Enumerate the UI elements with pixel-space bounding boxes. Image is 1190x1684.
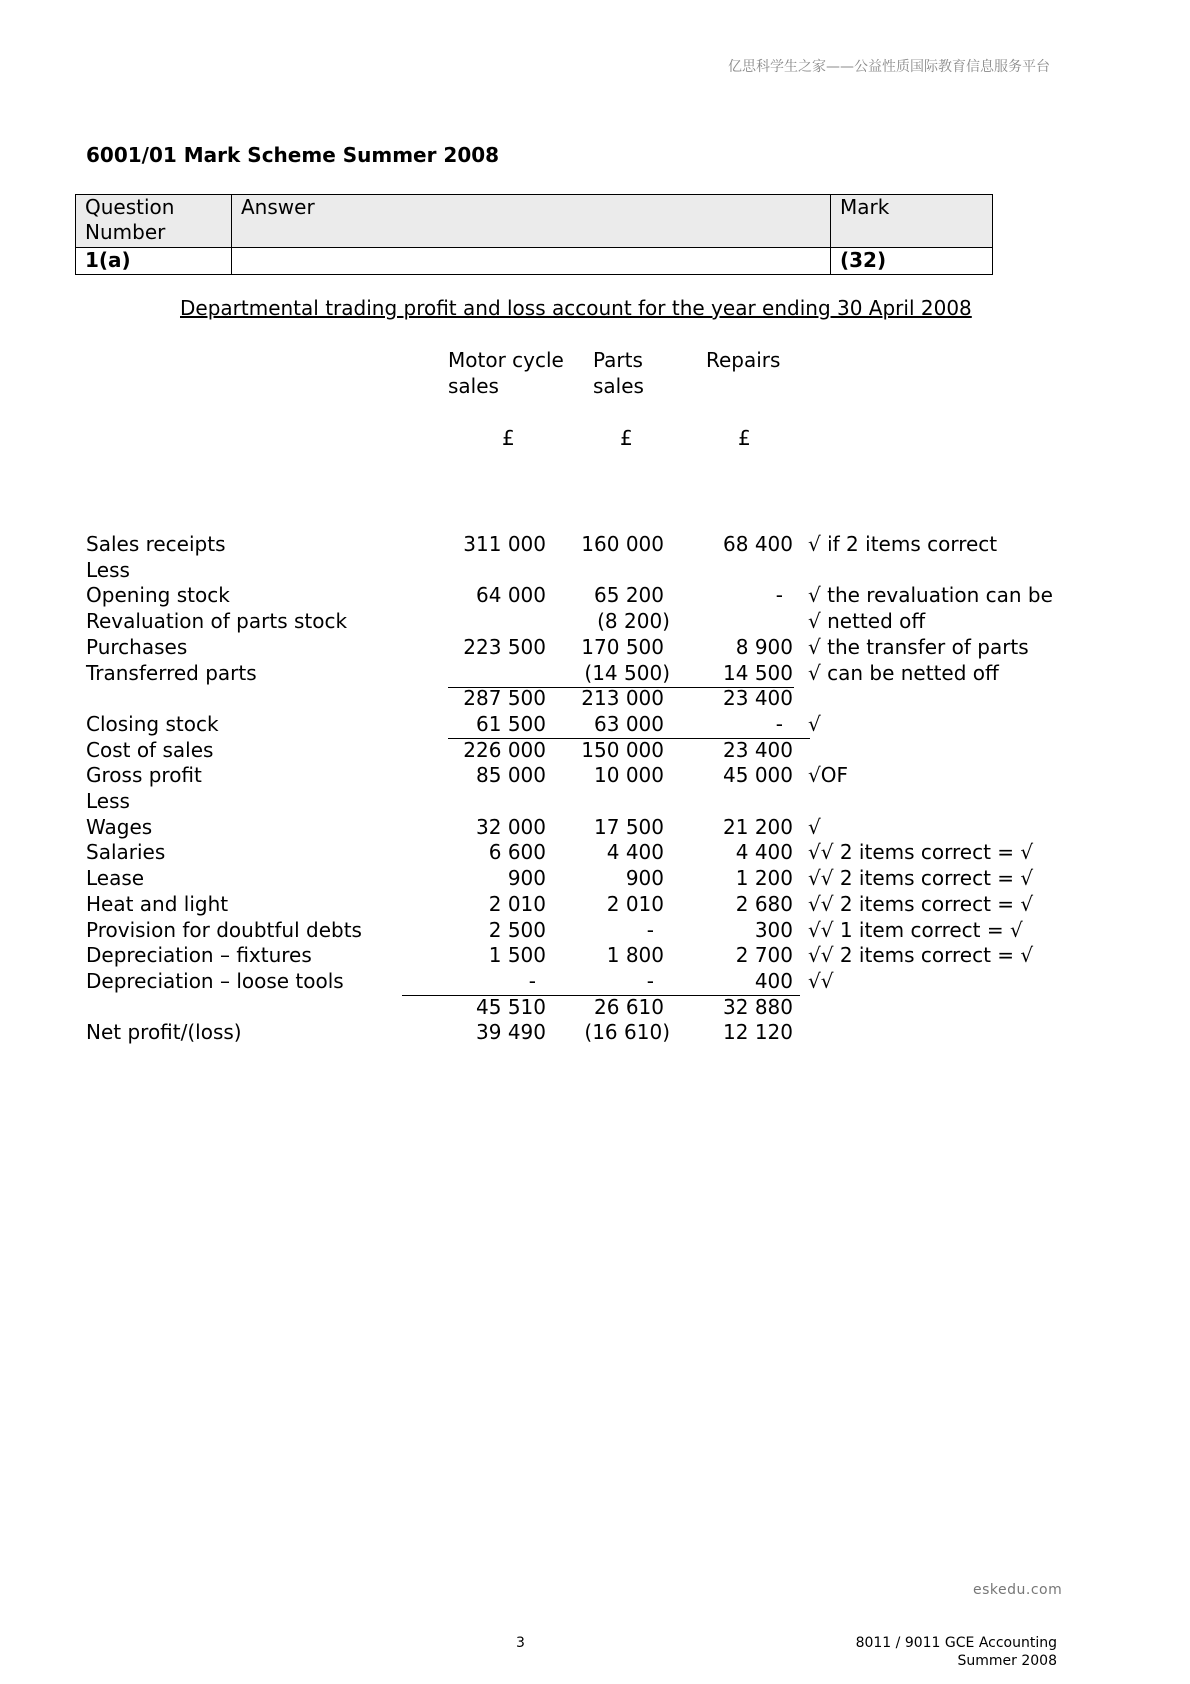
value-repairs: 1 200 (735, 866, 793, 891)
row-label: Heat and light (86, 891, 229, 916)
value-repairs: 8 900 (735, 634, 793, 659)
value-motor-cycle: 223 500 (463, 634, 546, 659)
value-repairs: 23 400 (723, 737, 793, 762)
currency-motor-cycle: £ (502, 426, 515, 450)
value-repairs: 2 680 (735, 891, 793, 916)
column-heading-parts: Parts sales (593, 348, 644, 398)
row-mark: √√ 2 items correct = √ (808, 891, 1034, 916)
value-repairs: 23 400 (723, 686, 793, 711)
row-mark: √√ 1 item correct = √ (808, 917, 1023, 942)
subtotal-rule-purchases (448, 687, 794, 688)
subtotal-rule-expenses (402, 995, 800, 996)
value-parts: (14 500) (584, 660, 670, 685)
value-parts: (8 200) (597, 609, 670, 634)
value-parts: (16 610) (584, 1020, 670, 1045)
row-mark: √ (808, 711, 821, 736)
row-mark: √√ 2 items correct = √ (808, 840, 1034, 865)
row-label: Gross profit (86, 763, 202, 788)
value-motor-cycle: 64 000 (476, 583, 546, 608)
column-heading-motor-cycle: Motor cycle sales (448, 348, 564, 398)
value-parts: 900 (625, 866, 664, 891)
row-mark: √ netted off (808, 609, 926, 634)
row-label: Sales receipts (86, 532, 226, 556)
value-motor-cycle: 900 (507, 866, 546, 891)
value-parts: - (646, 968, 654, 993)
row-mark: √OF (808, 763, 848, 788)
row-label: Wages (86, 814, 153, 839)
value-repairs: - (775, 583, 783, 608)
row-label: Cost of sales (86, 737, 214, 762)
value-repairs: 68 400 (723, 532, 793, 556)
value-repairs: 14 500 (723, 660, 793, 685)
value-repairs: 2 700 (735, 943, 793, 968)
footer-course: 8011 / 9011 GCE Accounting (855, 1635, 1057, 1651)
value-repairs: 400 (754, 968, 793, 993)
value-repairs: 45 000 (723, 763, 793, 788)
row-label: Revaluation of parts stock (86, 609, 348, 634)
value-repairs: 300 (754, 917, 793, 942)
row-mark: √ (808, 814, 821, 839)
page-number: 3 (516, 1635, 525, 1651)
row-label: Net profit/(loss) (86, 1020, 242, 1045)
value-motor-cycle: 287 500 (463, 686, 546, 711)
row-label: Opening stock (86, 583, 230, 608)
col-question-number: Question Number (76, 195, 232, 248)
question-table (75, 194, 993, 275)
value-parts: 170 500 (581, 634, 664, 659)
row-mark: √√ (808, 968, 834, 993)
answer-cell (232, 248, 831, 275)
row-label: Less (86, 789, 130, 813)
row-label: Depreciation – fixtures (86, 943, 312, 968)
row-label: Provision for doubtful debts (86, 917, 362, 942)
subtotal-rule-closing-stock (448, 738, 810, 739)
row-label: Transferred parts (86, 660, 257, 685)
value-motor-cycle: 45 510 (476, 994, 546, 1019)
value-repairs: 32 880 (723, 994, 793, 1019)
currency-repairs: £ (738, 426, 751, 450)
value-motor-cycle: - (528, 968, 536, 993)
row-label: Lease (86, 866, 145, 891)
value-motor-cycle: 226 000 (463, 737, 546, 762)
row-mark: √ the transfer of parts (808, 634, 1029, 659)
value-parts: 4 400 (606, 840, 664, 865)
value-motor-cycle: 85 000 (476, 763, 546, 788)
row-mark: √ if 2 items correct (808, 532, 998, 556)
value-motor-cycle: 1 500 (488, 943, 546, 968)
row-label: Depreciation – loose tools (86, 968, 344, 993)
question-number: 1(a) (76, 248, 232, 275)
value-parts: 10 000 (594, 763, 664, 788)
value-motor-cycle: 2 010 (488, 891, 546, 916)
currency-parts: £ (620, 426, 633, 450)
header-watermark: 亿思科学生之家——公益性质国际教育信息服务平台 (728, 59, 1050, 75)
value-parts: 2 010 (606, 891, 664, 916)
mark-total: (32) (831, 248, 993, 275)
value-motor-cycle: 2 500 (488, 917, 546, 942)
page-title: 6001/01 Mark Scheme Summer 2008 (86, 143, 500, 167)
account-heading: Departmental trading profit and loss account for the year ending 30 April 2008 (180, 296, 972, 320)
value-motor-cycle: 32 000 (476, 814, 546, 839)
value-parts: 26 610 (594, 994, 664, 1019)
value-parts: 160 000 (581, 532, 664, 556)
footer-session: Summer 2008 (957, 1653, 1057, 1669)
value-parts: 63 000 (594, 711, 664, 736)
value-parts: 65 200 (594, 583, 664, 608)
question-table-header (76, 195, 993, 248)
value-repairs: 21 200 (723, 814, 793, 839)
row-mark: √√ 2 items correct = √ (808, 943, 1034, 968)
column-heading-repairs: Repairs (706, 348, 781, 372)
value-motor-cycle: 6 600 (488, 840, 546, 865)
question-table-row (76, 248, 993, 275)
row-label: Salaries (86, 840, 166, 865)
value-repairs: 4 400 (735, 840, 793, 865)
value-repairs: 12 120 (723, 1020, 793, 1045)
value-parts: 1 800 (606, 943, 664, 968)
row-label: Closing stock (86, 711, 219, 736)
value-parts: 17 500 (594, 814, 664, 839)
value-parts: 150 000 (581, 737, 664, 762)
row-label: Less (86, 557, 130, 582)
row-label: Purchases (86, 634, 188, 659)
footer-site: eskedu.com (973, 1582, 1063, 1598)
col-answer: Answer (232, 195, 831, 248)
row-mark: √ can be netted off (808, 660, 999, 685)
value-parts: 213 000 (581, 686, 664, 711)
value-motor-cycle: 39 490 (476, 1020, 546, 1045)
value-motor-cycle: 311 000 (463, 532, 546, 556)
row-mark: √√ 2 items correct = √ (808, 866, 1034, 891)
col-mark: Mark (831, 195, 993, 248)
value-repairs: - (775, 711, 783, 736)
value-parts: - (646, 917, 654, 942)
row-mark: √ the revaluation can be (808, 583, 1053, 608)
value-motor-cycle: 61 500 (476, 711, 546, 736)
